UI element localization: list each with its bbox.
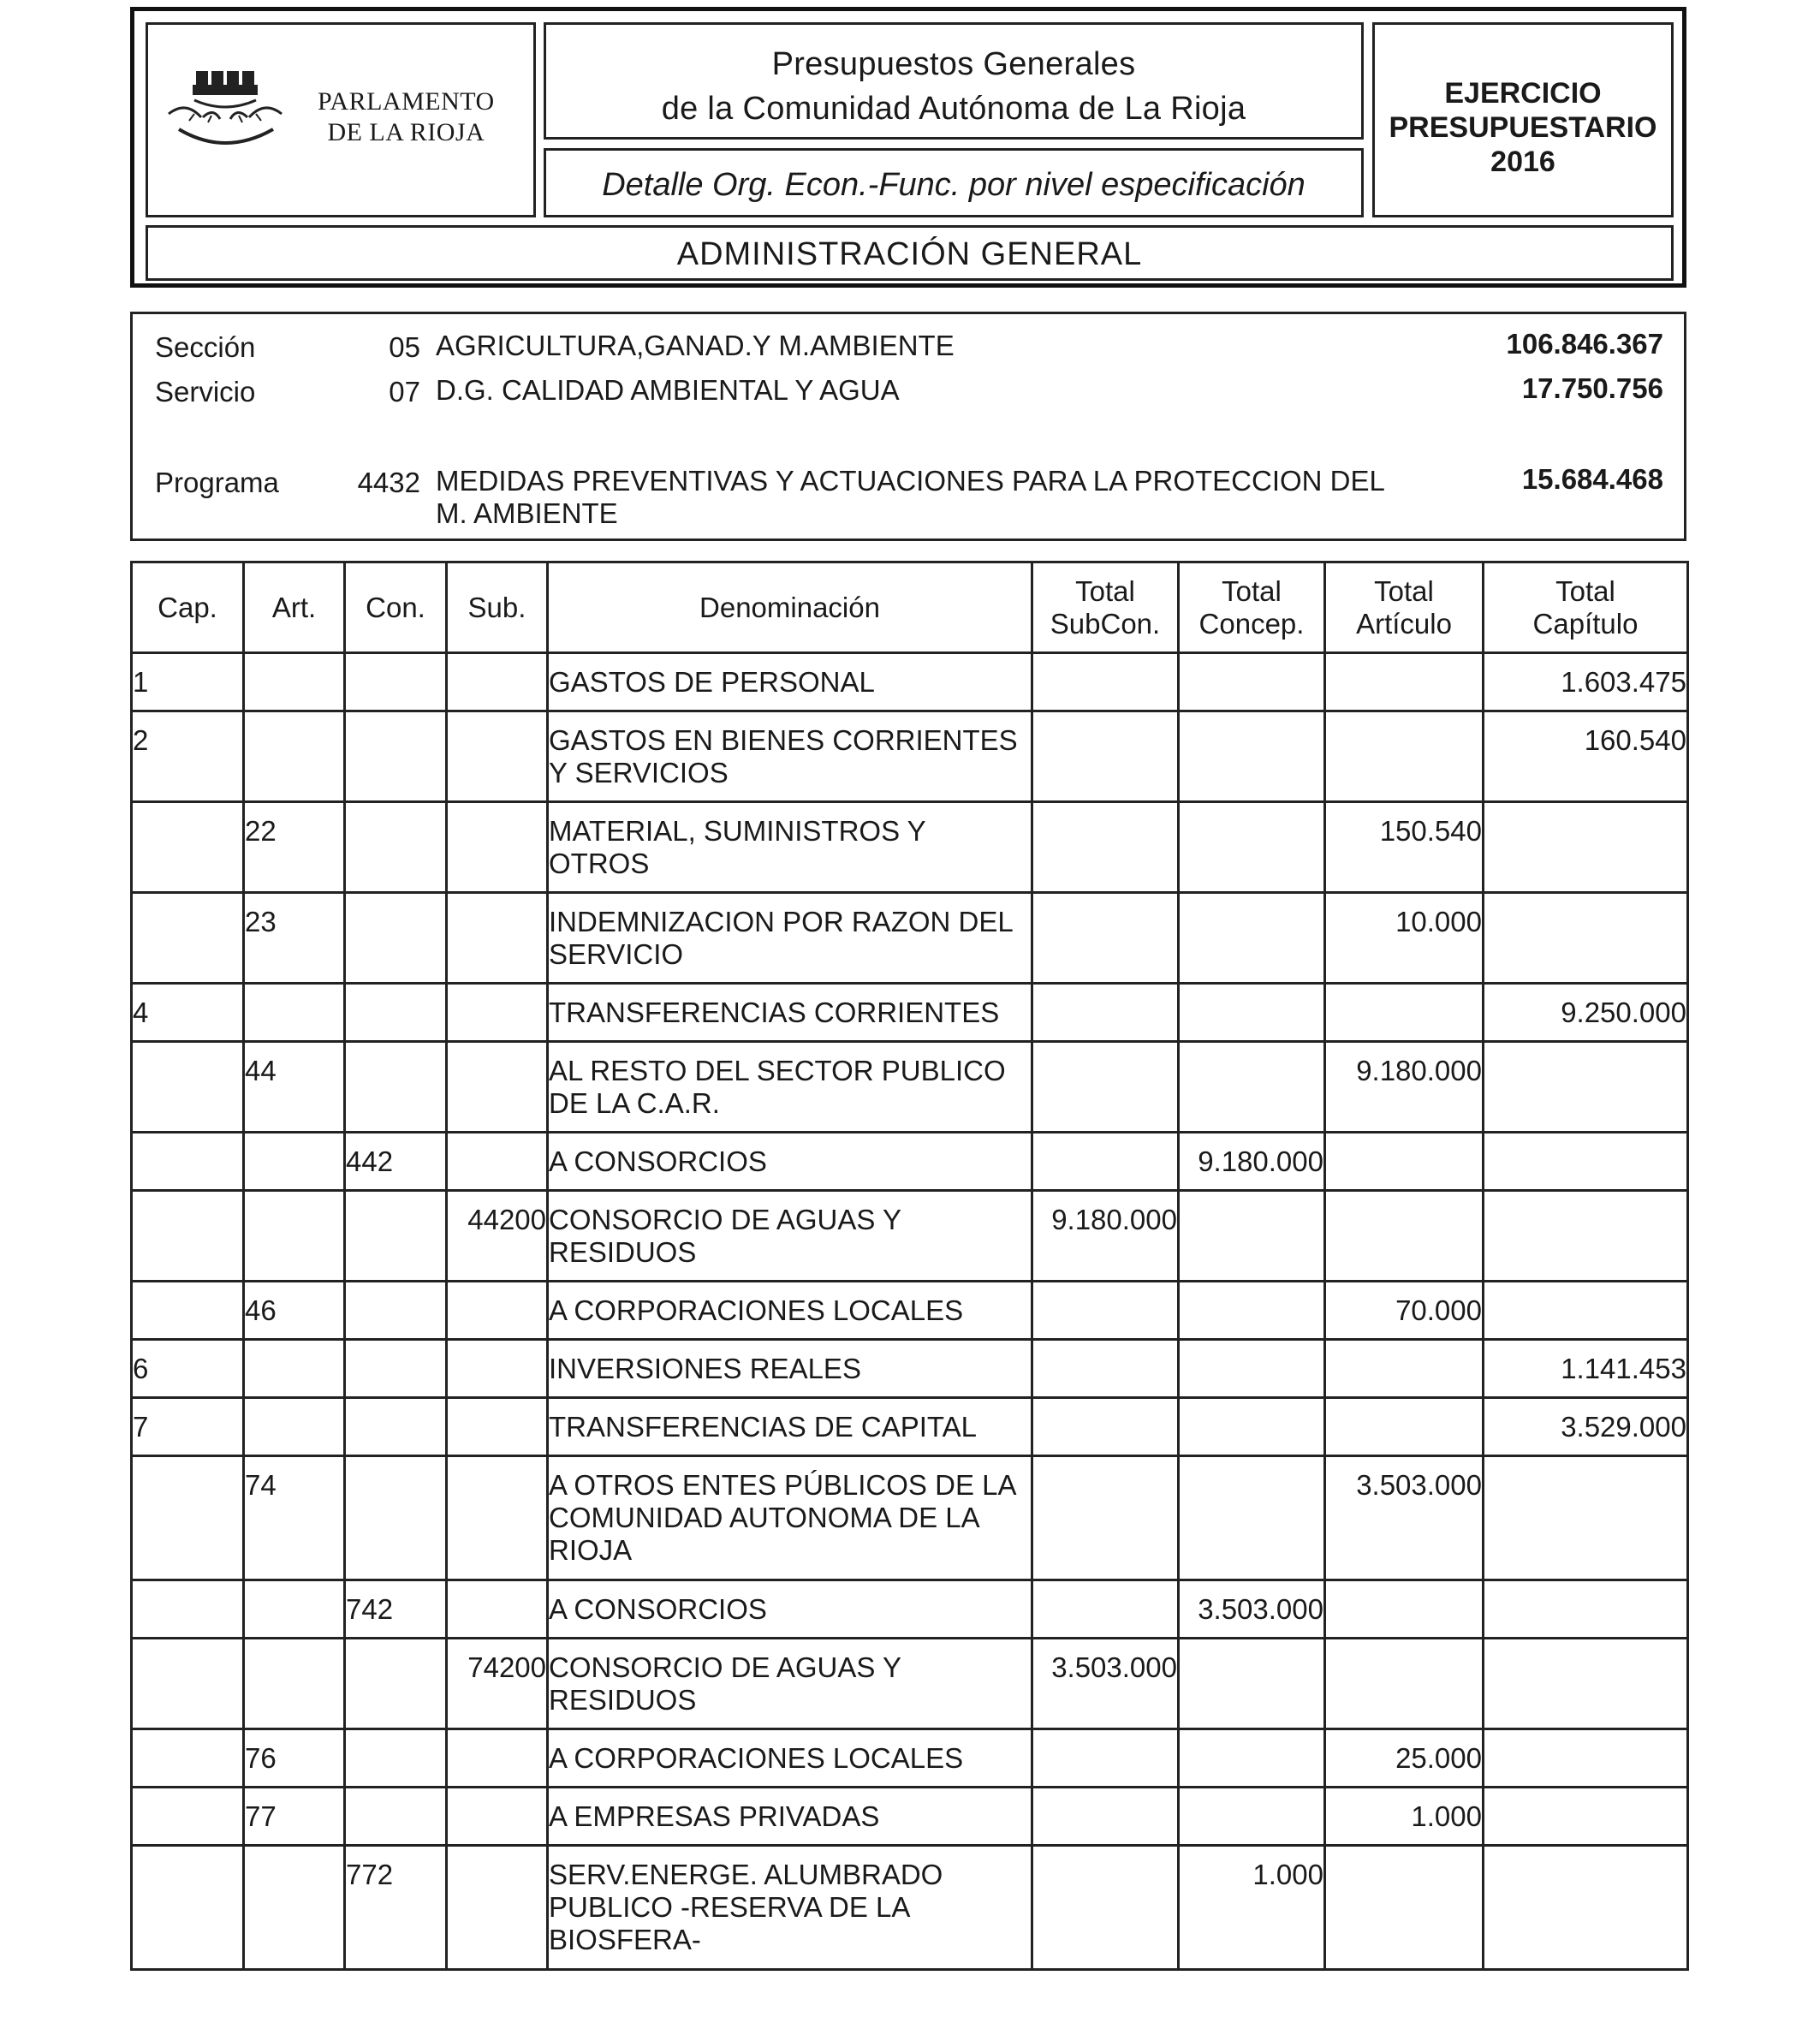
con-cell	[345, 1456, 447, 1580]
total-subcon-cell	[1032, 1398, 1179, 1456]
art-cell	[244, 1340, 345, 1398]
cap-cell	[132, 802, 244, 893]
sub-cell	[447, 1729, 548, 1788]
total-subcon-cell: 3.503.000	[1032, 1639, 1179, 1729]
table-row	[132, 1639, 1688, 1729]
total-articulo-cell	[1325, 711, 1484, 802]
document-title: Presupuestos Generales de la Comunidad Autónoma de La Rioja	[661, 46, 1246, 127]
art-cell	[244, 984, 345, 1042]
header-denominacion: Denominación	[548, 562, 1032, 653]
con-cell	[345, 1639, 447, 1729]
cap-cell	[132, 1191, 244, 1282]
total-subcon-cell	[1032, 984, 1179, 1042]
sub-cell: 74200	[447, 1639, 548, 1729]
total-capitulo-cell	[1484, 1846, 1688, 1970]
table-row	[132, 1846, 1688, 1970]
total-capitulo-cell	[1484, 1580, 1688, 1639]
cap-cell	[132, 1580, 244, 1639]
total-subcon-cell	[1032, 711, 1179, 802]
sub-cell	[447, 1340, 548, 1398]
total-concep-cell: 1.000	[1179, 1846, 1325, 1970]
cap-cell: 4	[132, 984, 244, 1042]
total-articulo-cell: 9.180.000	[1325, 1042, 1484, 1133]
art-cell: 77	[244, 1788, 345, 1846]
denominacion-cell: INVERSIONES REALES	[548, 1340, 1032, 1398]
total-concep-cell	[1179, 1456, 1325, 1580]
total-concep-cell	[1179, 1729, 1325, 1788]
cap-cell	[132, 1846, 244, 1970]
total-concep-cell	[1179, 1788, 1325, 1846]
con-cell	[345, 1340, 447, 1398]
table-row	[132, 1729, 1688, 1788]
sub-cell	[447, 1846, 548, 1970]
total-concep-cell	[1179, 1191, 1325, 1282]
document-subtitle: Detalle Org. Econ.-Func. por nivel especificación	[602, 167, 1306, 203]
denominacion-cell: SERV.ENERGE. ALUMBRADO PUBLICO -RESERVA DE LA BIOSFERA-	[548, 1846, 1032, 1970]
total-concep-cell: 9.180.000	[1179, 1133, 1325, 1191]
denominacion-cell: A CONSORCIOS	[548, 1133, 1032, 1191]
sub-cell	[447, 802, 548, 893]
total-articulo-cell	[1325, 1191, 1484, 1282]
table-row	[132, 653, 1688, 711]
total-subcon-cell	[1032, 653, 1179, 711]
art-cell	[244, 1398, 345, 1456]
table-row	[132, 1398, 1688, 1456]
denominacion-cell: GASTOS EN BIENES CORRIENTES Y SERVICIOS	[548, 711, 1032, 802]
programa-amount: 15.684.468	[1521, 463, 1663, 495]
cap-cell	[132, 1456, 244, 1580]
total-concep-cell	[1179, 711, 1325, 802]
total-articulo-cell	[1325, 1340, 1484, 1398]
denominacion-cell: CONSORCIO DE AGUAS Y RESIDUOS	[548, 1191, 1032, 1282]
parliament-crest-icon	[160, 62, 314, 165]
total-concep-cell: 3.503.000	[1179, 1580, 1325, 1639]
total-capitulo-cell	[1484, 893, 1688, 984]
total-subcon-cell	[1032, 1340, 1179, 1398]
con-cell	[345, 1398, 447, 1456]
total-articulo-cell	[1325, 1846, 1484, 1970]
denominacion-cell: TRANSFERENCIAS DE CAPITAL	[548, 1398, 1032, 1456]
total-capitulo-cell: 9.250.000	[1484, 984, 1688, 1042]
con-cell	[345, 893, 447, 984]
con-cell: 772	[345, 1846, 447, 1970]
total-subcon-cell	[1032, 1456, 1179, 1580]
seccion-amount: 106.846.367	[1506, 328, 1663, 360]
denominacion-cell: A EMPRESAS PRIVADAS	[548, 1788, 1032, 1846]
table-row	[132, 1191, 1688, 1282]
header-total-articulo: Total Artículo	[1325, 562, 1484, 653]
denominacion-cell: A CORPORACIONES LOCALES	[548, 1282, 1032, 1340]
ejercicio-box	[1372, 22, 1674, 217]
sub-cell	[447, 1456, 548, 1580]
table-row	[132, 1282, 1688, 1340]
header-art: Art.	[244, 562, 345, 653]
art-cell: 74	[244, 1456, 345, 1580]
total-capitulo-cell	[1484, 1282, 1688, 1340]
cap-cell	[132, 1788, 244, 1846]
total-articulo-cell	[1325, 1133, 1484, 1191]
art-cell	[244, 653, 345, 711]
total-articulo-cell: 10.000	[1325, 893, 1484, 984]
table-row	[132, 711, 1688, 802]
total-concep-cell	[1179, 653, 1325, 711]
denominacion-cell: GASTOS DE PERSONAL	[548, 653, 1032, 711]
sub-cell	[447, 1282, 548, 1340]
sub-cell	[447, 893, 548, 984]
table-row	[132, 1042, 1688, 1133]
total-concep-cell	[1179, 984, 1325, 1042]
sub-cell: 44200	[447, 1191, 548, 1282]
cap-cell	[132, 1729, 244, 1788]
total-capitulo-cell	[1484, 1456, 1688, 1580]
cap-cell	[132, 1639, 244, 1729]
logo-box	[146, 22, 536, 217]
total-capitulo-cell	[1484, 1133, 1688, 1191]
con-cell	[345, 802, 447, 893]
denominacion-cell: A OTROS ENTES PÚBLICOS DE LA COMUNIDAD AUTONOMA DE LA RIOJA	[548, 1456, 1032, 1580]
total-subcon-cell	[1032, 1042, 1179, 1133]
header-total-capitulo: Total Capítulo	[1484, 562, 1688, 653]
total-articulo-cell	[1325, 1580, 1484, 1639]
total-articulo-cell: 150.540	[1325, 802, 1484, 893]
art-cell: 44	[244, 1042, 345, 1133]
con-cell	[345, 711, 447, 802]
denominacion-cell: TRANSFERENCIAS CORRIENTES	[548, 984, 1032, 1042]
table-row	[132, 984, 1688, 1042]
servicio-amount: 17.750.756	[1521, 372, 1663, 404]
denominacion-cell: MATERIAL, SUMINISTROS Y OTROS	[548, 802, 1032, 893]
total-capitulo-cell	[1484, 1788, 1688, 1846]
cap-cell: 2	[132, 711, 244, 802]
total-articulo-cell	[1325, 984, 1484, 1042]
total-capitulo-cell	[1484, 802, 1688, 893]
programa-name: MEDIDAS PREVENTIVAS Y ACTUACIONES PARA LA PROTECCION DEL M. AMBIENTE	[436, 465, 1384, 529]
total-subcon-cell	[1032, 1846, 1179, 1970]
table-row	[132, 1456, 1688, 1580]
art-cell: 22	[244, 802, 345, 893]
total-concep-cell	[1179, 802, 1325, 893]
con-cell	[345, 1191, 447, 1282]
table-row	[132, 1580, 1688, 1639]
header-cap: Cap.	[132, 562, 244, 653]
sub-cell	[447, 1580, 548, 1639]
header-total-concep: Total Concep.	[1179, 562, 1325, 653]
seccion-code: 05	[389, 331, 420, 363]
art-cell: 76	[244, 1729, 345, 1788]
art-cell: 23	[244, 893, 345, 984]
sub-cell	[447, 1398, 548, 1456]
table-row	[132, 1788, 1688, 1846]
total-articulo-cell: 70.000	[1325, 1282, 1484, 1340]
art-cell	[244, 711, 345, 802]
servicio-label: Servicio	[155, 376, 256, 408]
subtitle-box	[544, 148, 1364, 217]
total-subcon-cell: 9.180.000	[1032, 1191, 1179, 1282]
cap-cell	[132, 893, 244, 984]
cap-cell	[132, 1042, 244, 1133]
total-concep-cell	[1179, 1340, 1325, 1398]
cap-cell: 6	[132, 1340, 244, 1398]
cap-cell: 7	[132, 1398, 244, 1456]
section-title-box	[146, 225, 1674, 281]
total-subcon-cell	[1032, 1788, 1179, 1846]
con-cell	[345, 653, 447, 711]
total-articulo-cell	[1325, 1398, 1484, 1456]
art-cell	[244, 1133, 345, 1191]
total-concep-cell	[1179, 1282, 1325, 1340]
con-cell	[345, 1042, 447, 1133]
parliament-name: PARLAMENTO DE LA RIOJA	[318, 87, 495, 146]
con-cell	[345, 984, 447, 1042]
art-cell: 46	[244, 1282, 345, 1340]
total-concep-cell	[1179, 893, 1325, 984]
table-header-row	[132, 562, 1688, 653]
denominacion-cell: A CORPORACIONES LOCALES	[548, 1729, 1032, 1788]
total-subcon-cell	[1032, 1729, 1179, 1788]
total-articulo-cell: 3.503.000	[1325, 1456, 1484, 1580]
art-cell	[244, 1846, 345, 1970]
total-subcon-cell	[1032, 1282, 1179, 1340]
total-articulo-cell	[1325, 1639, 1484, 1729]
header-con: Con.	[345, 562, 447, 653]
total-subcon-cell	[1032, 802, 1179, 893]
total-articulo-cell: 1.000	[1325, 1788, 1484, 1846]
denominacion-cell: INDEMNIZACION POR RAZON DEL SERVICIO	[548, 893, 1032, 984]
sub-cell	[447, 711, 548, 802]
total-concep-cell	[1179, 1042, 1325, 1133]
title-box	[544, 22, 1364, 140]
seccion-label: Sección	[155, 331, 256, 363]
section-title: ADMINISTRACIÓN GENERAL	[676, 236, 1143, 272]
programa-label: Programa	[155, 467, 279, 498]
con-cell	[345, 1788, 447, 1846]
denominacion-cell: AL RESTO DEL SECTOR PUBLICO DE LA C.A.R.	[548, 1042, 1032, 1133]
denominacion-cell: A CONSORCIOS	[548, 1580, 1032, 1639]
servicio-name: D.G. CALIDAD AMBIENTAL Y AGUA	[436, 374, 900, 406]
table-row	[132, 893, 1688, 984]
denominacion-cell: CONSORCIO DE AGUAS Y RESIDUOS	[548, 1639, 1032, 1729]
cap-cell	[132, 1133, 244, 1191]
total-subcon-cell	[1032, 1133, 1179, 1191]
art-cell	[244, 1639, 345, 1729]
total-capitulo-cell	[1484, 1639, 1688, 1729]
total-concep-cell	[1179, 1639, 1325, 1729]
table-row	[132, 1133, 1688, 1191]
total-capitulo-cell: 1.141.453	[1484, 1340, 1688, 1398]
art-cell	[244, 1191, 345, 1282]
total-capitulo-cell	[1484, 1729, 1688, 1788]
total-capitulo-cell	[1484, 1191, 1688, 1282]
total-concep-cell	[1179, 1398, 1325, 1456]
sub-cell	[447, 984, 548, 1042]
con-cell: 742	[345, 1580, 447, 1639]
budget-info-box	[130, 312, 1686, 541]
sub-cell	[447, 1788, 548, 1846]
cap-cell	[132, 1282, 244, 1340]
sub-cell	[447, 1042, 548, 1133]
total-capitulo-cell: 3.529.000	[1484, 1398, 1688, 1456]
cap-cell: 1	[132, 653, 244, 711]
budget-table	[130, 561, 1689, 1971]
table-row	[132, 802, 1688, 893]
programa-code: 4432	[357, 467, 420, 498]
document-header	[130, 7, 1686, 288]
total-capitulo-cell: 160.540	[1484, 711, 1688, 802]
total-capitulo-cell: 1.603.475	[1484, 653, 1688, 711]
seccion-name: AGRICULTURA,GANAD.Y M.AMBIENTE	[436, 330, 955, 361]
sub-cell	[447, 1133, 548, 1191]
con-cell	[345, 1729, 447, 1788]
total-articulo-cell: 25.000	[1325, 1729, 1484, 1788]
total-capitulo-cell	[1484, 1042, 1688, 1133]
servicio-code: 07	[389, 376, 420, 408]
ejercicio-label: EJERCICIO PRESUPUESTARIO 2016	[1389, 77, 1657, 178]
total-subcon-cell	[1032, 893, 1179, 984]
total-articulo-cell	[1325, 653, 1484, 711]
header-sub: Sub.	[447, 562, 548, 653]
con-cell	[345, 1282, 447, 1340]
art-cell	[244, 1580, 345, 1639]
header-total-subcon: Total SubCon.	[1032, 562, 1179, 653]
sub-cell	[447, 653, 548, 711]
table-row	[132, 1340, 1688, 1398]
total-subcon-cell	[1032, 1580, 1179, 1639]
con-cell: 442	[345, 1133, 447, 1191]
